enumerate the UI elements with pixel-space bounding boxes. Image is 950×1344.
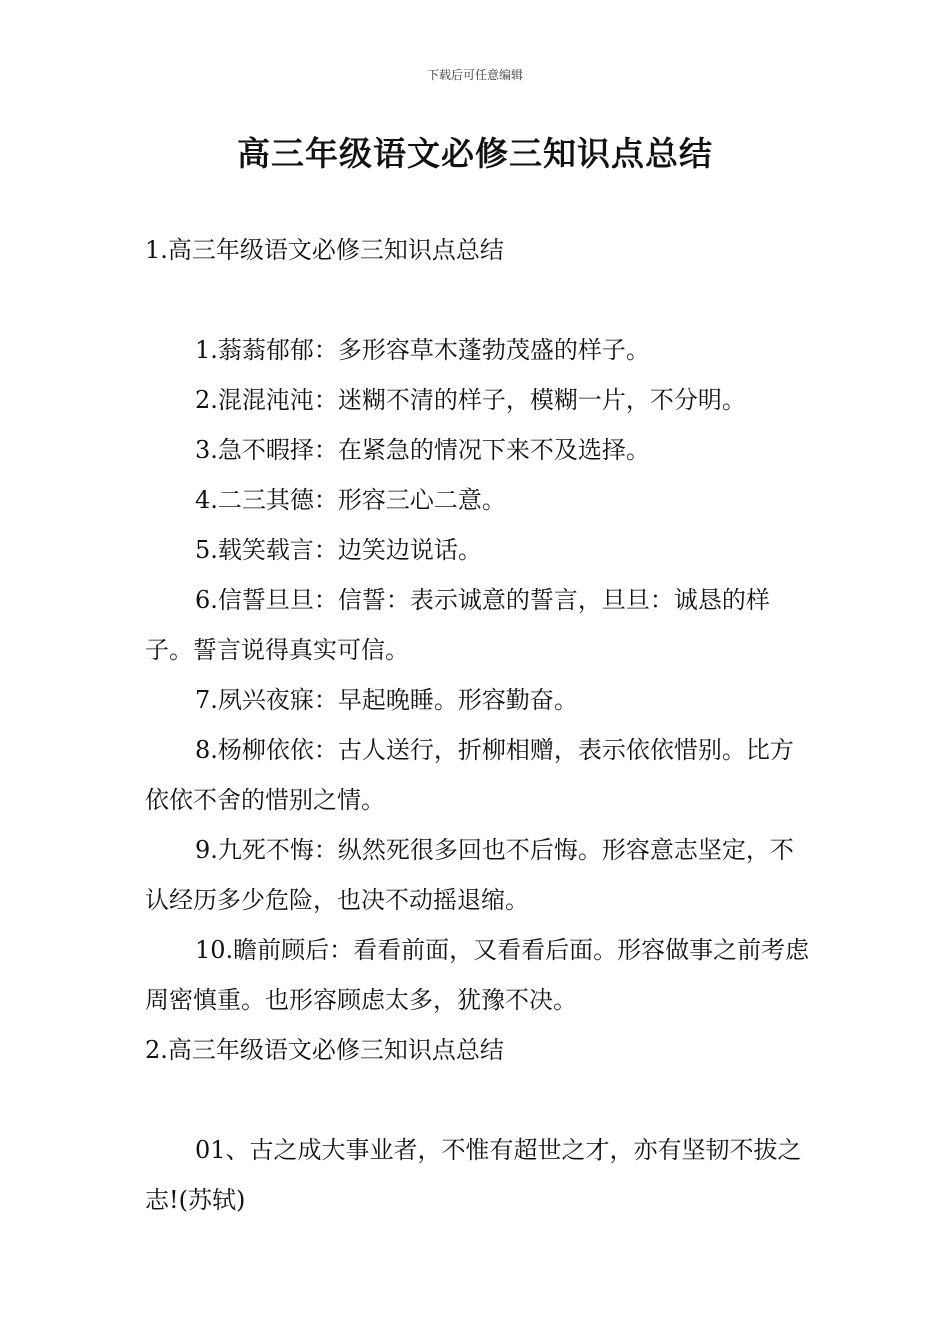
section-heading-1: 1.高三年级语文必修三知识点总结 [145, 236, 504, 264]
list-item: 9.九死不悔：纵然死很多回也不后悔。形容意志坚定，不认经历多少危险，也决不动摇退缩。 [145, 836, 794, 914]
list-item: 8.杨柳依依：古人送行，折柳相赠，表示依依惜别。比方依依不舍的惜别之情。 [145, 736, 794, 814]
header-note: 下载后可任意编辑 [426, 68, 523, 82]
list-item: 6.信誓旦旦：信誓：表示诚意的誓言，旦旦：诚恳的样子。誓言说得真实可信。 [145, 586, 770, 664]
document-body [145, 225, 810, 1225]
list-item: 5.载笑载言：边笑边说话。 [195, 536, 482, 564]
list-item: 01、古之成大事业者，不惟有超世之才，亦有坚韧不拔之志!(苏轼) [145, 1136, 802, 1214]
section-heading-2: 2.高三年级语文必修三知识点总结 [145, 1036, 504, 1064]
list-item: 1.蓊蓊郁郁：多形容草木蓬勃茂盛的样子。 [195, 336, 650, 364]
list-item: 3.急不暇择：在紧急的情况下来不及选择。 [195, 436, 650, 464]
spacer [145, 1075, 810, 1125]
list-item: 7.夙兴夜寐：早起晚睡。形容勤奋。 [195, 686, 578, 714]
spacer [145, 275, 810, 325]
document-title: 高三年级语文必修三知识点总结 [237, 134, 713, 173]
list-item: 4.二三其德：形容三心二意。 [195, 486, 506, 514]
list-item: 2.混混沌沌：迷糊不清的样子，模糊一片，不分明。 [195, 386, 746, 414]
list-item: 10.瞻前顾后：看看前面，又看看后面。形容做事之前考虑周密慎重。也形容顾虑太多，犹豫不决。 [145, 936, 810, 1014]
